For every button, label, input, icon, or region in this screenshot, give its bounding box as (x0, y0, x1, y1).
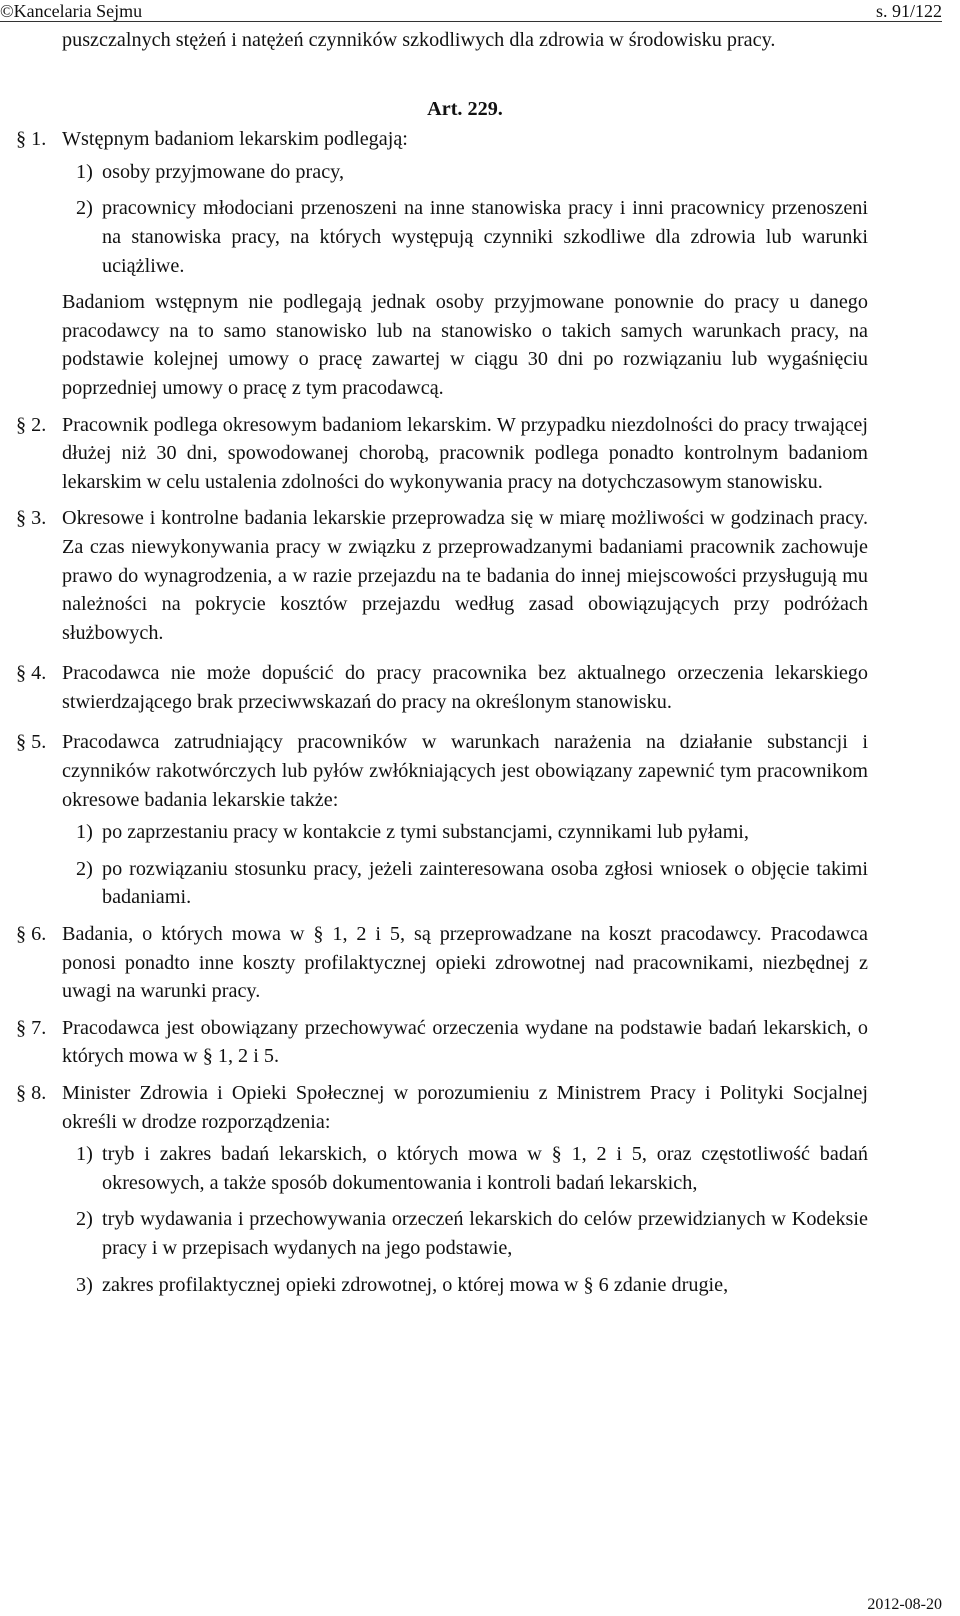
list-item-text: tryb wydawania i przechowywania orzeczeń lekarskich do celów przewidzianych w Kodeksie pracy i w przepisach wydanych na jego podstawie, (102, 1208, 868, 1259)
list-item-text: zakres profilaktycznej opieki zdrowotnej, o której mowa w § 6 zdanie drugie, (102, 1273, 729, 1296)
footer-date: 2012-08-20 (867, 1596, 942, 1613)
publisher-label: ©Kancelaria Sejmu (0, 1, 143, 21)
paragraph-text: Pracownik podlega okresowym badaniom lekarskim. W przypadku niezdolności do pracy trwającej dłużej niż 30 dni, spowodowanej chorobą, pracownik podlega ponadto kontrolnym badaniom lekarskim w celu ustalenia zdolności do wykonywania pracy na dotychczasowym stanowisku. (62, 413, 868, 493)
paragraph-text: Pracodawca nie może dopuścić do pracy pracownika bez aktualnego orzeczenia lekarskiego stwierdzającego brak przeciwwskazań do pracy na określonym stanowisku. (62, 662, 868, 713)
page-number: s. 91/122 (875, 1, 942, 21)
document-body (16, 26, 868, 1299)
paragraph-text: Wstępnym badaniom lekarskim podlegają: (62, 128, 408, 151)
paragraph-sign: § 1. (16, 128, 47, 151)
paragraph-6 (16, 920, 868, 1006)
paragraph-4 (16, 659, 868, 716)
list-item (62, 818, 868, 847)
list-item (62, 1271, 868, 1300)
list-item (62, 855, 868, 912)
paragraph-sign: § 7. (16, 1016, 47, 1039)
header-divider (0, 21, 942, 22)
list-item (62, 194, 868, 280)
list-item (62, 1205, 868, 1262)
list-item-number: 2) (76, 1208, 93, 1231)
paragraph-text: Badania, o których mowa w § 1, 2 i 5, są przeprowadzane na koszt pracodawcy. Pracodawca ponosi ponadto inne koszty profilaktycznej opieki zdrowotnej nad pracownikami, niezbędnej z uwagi na warunki pracy. (62, 923, 868, 1003)
list-item (62, 1140, 868, 1197)
paragraph-sign: § 5. (16, 731, 47, 754)
paragraph-text: Pracodawca jest obowiązany przechowywać orzeczenia wydane na podstawie badań lekarskich, o których mowa w § 1, 2 i 5. (62, 1016, 868, 1068)
list-item-number: 2) (76, 857, 93, 880)
paragraph-1-extra: Badaniom wstępnym nie podlegają jednak osoby przyjmowane ponownie do pracy u danego pracodawcy na to samo stanowisko lub na stanowisko o takich samych warunkach pracy, na podstawie kolejnej umowy o pracę zawartej w ciągu 30 dni po rozwiązaniu lub wygaśnięciu poprzedniej umowy o pracę z tym pracodawcą. (62, 291, 868, 399)
list-item-text: po rozwiązaniu stosunku pracy, jeżeli zainteresowana osoba zgłosi wniosek o objęcie takimi badaniami. (102, 857, 868, 909)
list-item-text: po zaprzestaniu pracy w kontakcie z tymi substancjami, czynnikami lub pyłami, (102, 821, 749, 844)
continuation-text: puszczalnych stężeń i natężeń czynników szkodliwych dla zdrowia w środowisku pracy. (62, 29, 776, 51)
paragraph-3 (16, 504, 868, 647)
list-item-number: 1) (76, 160, 93, 183)
paragraph-5 (16, 728, 868, 814)
article-title: Art. 229. (427, 97, 503, 120)
list-item-text: pracownicy młodociani przenoszeni na inne stanowiska pracy i inni pracownicy przenoszeni na stanowiska pracy, na których występują czynniki szkodliwe dla zdrowia lub warunki uciążliwe. (102, 197, 868, 277)
paragraph-2 (16, 411, 868, 497)
list-item-number: 3) (76, 1273, 93, 1296)
paragraph-sign: § 8. (16, 1082, 47, 1104)
paragraph-sign: § 4. (16, 662, 47, 685)
list-item-number: 1) (76, 1143, 93, 1166)
paragraph-text: Okresowe i kontrolne badania lekarskie przeprowadza się w miarę możliwości w godzinach pracy. Za czas niewykonywania pracy w związku z przeprowadzanymi badaniami pracownik zachowuje prawo do wynagrodzenia, a w razie przejazdu na te badania do innej miejscowości przysługują mu należności na pokrycie kosztów przejazdu według zasad obowiązujących przy podróżach służbowych. (62, 507, 868, 644)
list-item-number: 1) (76, 821, 93, 844)
list-item-number: 2) (76, 197, 93, 220)
list-item (62, 158, 868, 187)
paragraph-8 (16, 1079, 868, 1136)
paragraph-sign: § 2. (16, 413, 47, 436)
list-item-text: tryb i zakres badań lekarskich, o których mowa w § 1, 2 i 5, oraz częstotliwość badań okresowych, a także sposób dokumentowania i kontroli badań lekarskich, (102, 1143, 868, 1194)
paragraph-1 (16, 125, 868, 154)
list-item-text: osoby przyjmowane do pracy, (102, 160, 344, 183)
paragraph-sign: § 6. (16, 923, 47, 946)
paragraph-text: Minister Zdrowia i Opieki Społecznej w porozumieniu z Ministrem Pracy i Polityki Socjalnej określi w drodze rozporządzenia: (62, 1082, 868, 1133)
paragraph-sign: § 3. (16, 507, 47, 530)
paragraph-7 (16, 1014, 868, 1071)
paragraph-text: Pracodawca zatrudniający pracowników w warunkach narażenia na działanie substancji i czynników rakotwórczych lub pyłów zwłókniających jest obowiązany zapewnić tym pracownikom okresowe badania lekarskie także: (62, 731, 868, 811)
